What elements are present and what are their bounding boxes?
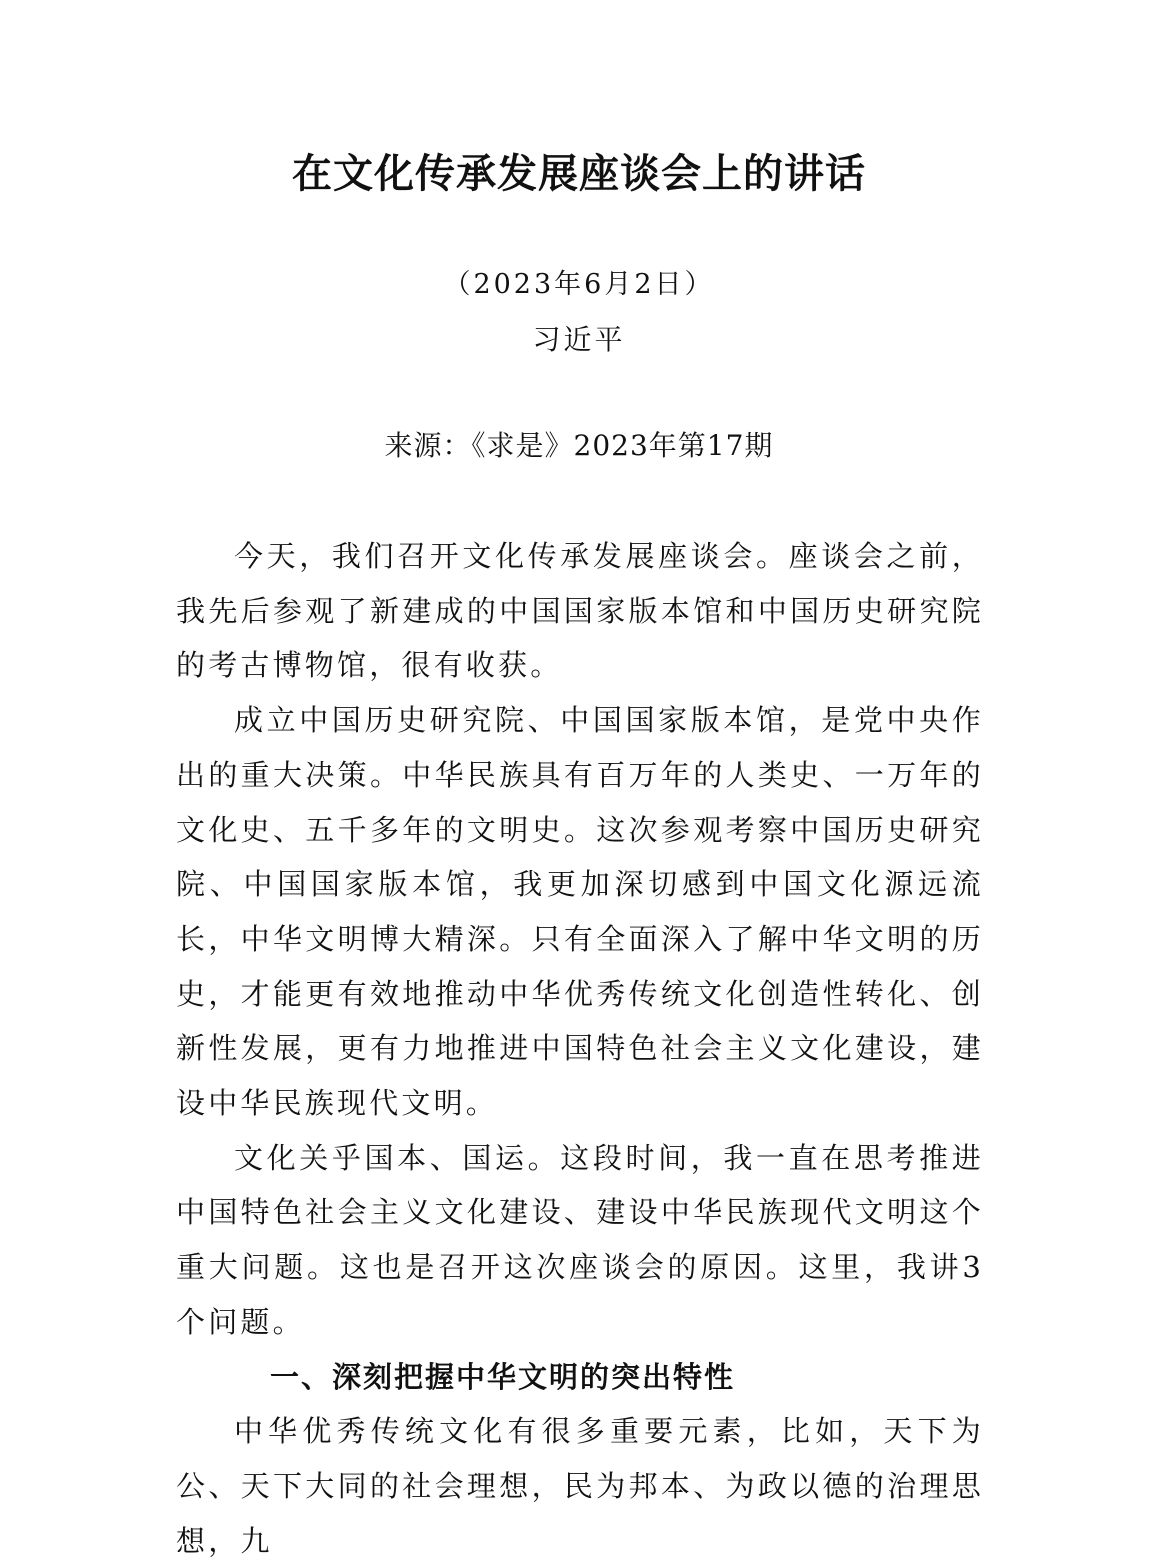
author-name: 习近平 [532, 323, 626, 356]
document-title: 在文化传承发展座谈会上的讲话 [292, 151, 866, 197]
document-body [176, 529, 984, 1568]
section-heading: 一、深刻把握中华文明的突出特性 [270, 1359, 736, 1394]
paragraph: 今天，我们召开文化传承发展座谈会。座谈会之前，我先后参观了新建成的中国国家版本馆和中国历史研究院的考古博物馆，很有收获。 [176, 539, 984, 683]
paragraph: 中华优秀传统文化有很多重要元素，比如，天下为公、天下大同的社会理想，民为邦本、为政以德的治理思想，九 [176, 1414, 984, 1558]
paragraph: 文化关乎国本、国运。这段时间，我一直在思考推进中国特色社会主义文化建设、建设中华民族现代文明这个重大问题。这也是召开这次座谈会的原因。这里，我讲3个问题。 [176, 1140, 984, 1339]
source-line: 来源：《求是》2023年第17期 [384, 429, 774, 462]
speech-date: （2023年6月2日） [443, 269, 715, 300]
paragraph: 成立中国历史研究院、中国国家版本馆，是党中央作出的重大决策。中华民族具有百万年的人类史、一万年的文化史、五千多年的文明史。这次参观考察中国历史研究院、中国国家版本馆，我更加深切感到中国文化源远流长，中华文明博大精深。只有全面深入了解中华文明的历史，才能更有效地推动中华优秀传统文化创造性转化、创新性发展，更有力地推进中国特色社会主义文化建设，建设中华民族现代文明。 [176, 703, 984, 1121]
